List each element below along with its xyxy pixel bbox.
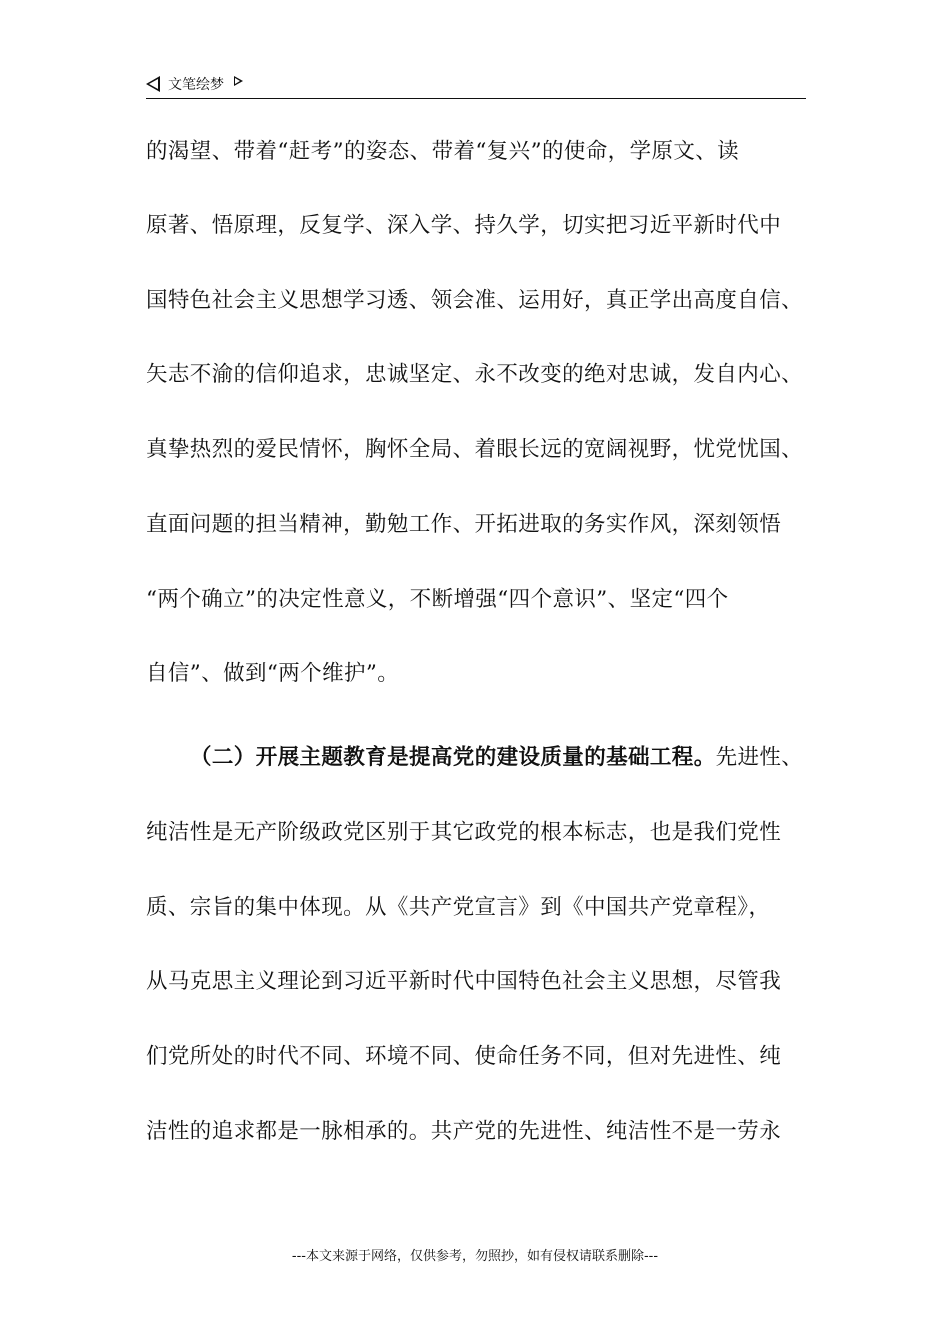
section-heading: （二）开展主题教育是提高党的建设质量的基础工程。 bbox=[190, 745, 716, 770]
page-header bbox=[146, 72, 806, 99]
paragraph-line: 们党所处的时代不同、环境不同、使命任务不同，但对先进性、纯 bbox=[146, 1044, 782, 1069]
paragraph-line: 矢志不渝的信仰追求，忠诚坚定、永不改变的绝对忠诚，发自内心、 bbox=[146, 362, 804, 387]
section-heading-line bbox=[190, 743, 810, 773]
page-footer: ---本文来源于网络，仅供参考，勿照抄，如有侵权请联系删除--- bbox=[291, 1249, 659, 1264]
paragraph-line: 的渴望、带着“赶考”的姿态、带着“复兴”的使命，学原文、读 bbox=[146, 139, 740, 164]
brand-text: 文笔绘梦 bbox=[168, 77, 224, 93]
triangle-right-icon bbox=[234, 76, 243, 86]
paragraph-line: 洁性的追求都是一脉相承的。共产党的先进性、纯洁性不是一劳永 bbox=[146, 1119, 782, 1144]
paragraph-line: 自信”、做到“两个维护”。 bbox=[146, 661, 400, 686]
paragraph-line: 直面问题的担当精神，勤勉工作、开拓进取的务实作风，深刻领悟 bbox=[146, 512, 782, 537]
triangle-left-icon bbox=[146, 76, 160, 92]
header-brand bbox=[146, 74, 243, 94]
section-heading-tail: 先进性、 bbox=[715, 745, 804, 770]
paragraph-line: 真挚热烈的爱民情怀，胸怀全局、着眼长远的宽阔视野，忧党忧国、 bbox=[146, 437, 804, 462]
paragraph-line: “两个确立”的决定性意义，不断增强“四个意识”、坚定“四个 bbox=[146, 587, 729, 612]
paragraph-line: 从马克思主义理论到习近平新时代中国特色社会主义思想，尽管我 bbox=[146, 969, 782, 994]
paragraph-line: 国特色社会主义思想学习透、领会准、运用好，真正学出高度自信、 bbox=[146, 288, 804, 313]
paragraph-line: 质、宗旨的集中体现。从《共产党宣言》到《中国共产党章程》， bbox=[146, 895, 771, 920]
paragraph-line: 原著、悟原理，反复学、深入学、持久学，切实把习近平新时代中 bbox=[146, 213, 782, 238]
paragraph-line: 纯洁性是无产阶级政党区别于其它政党的根本标志，也是我们党性 bbox=[146, 820, 782, 845]
